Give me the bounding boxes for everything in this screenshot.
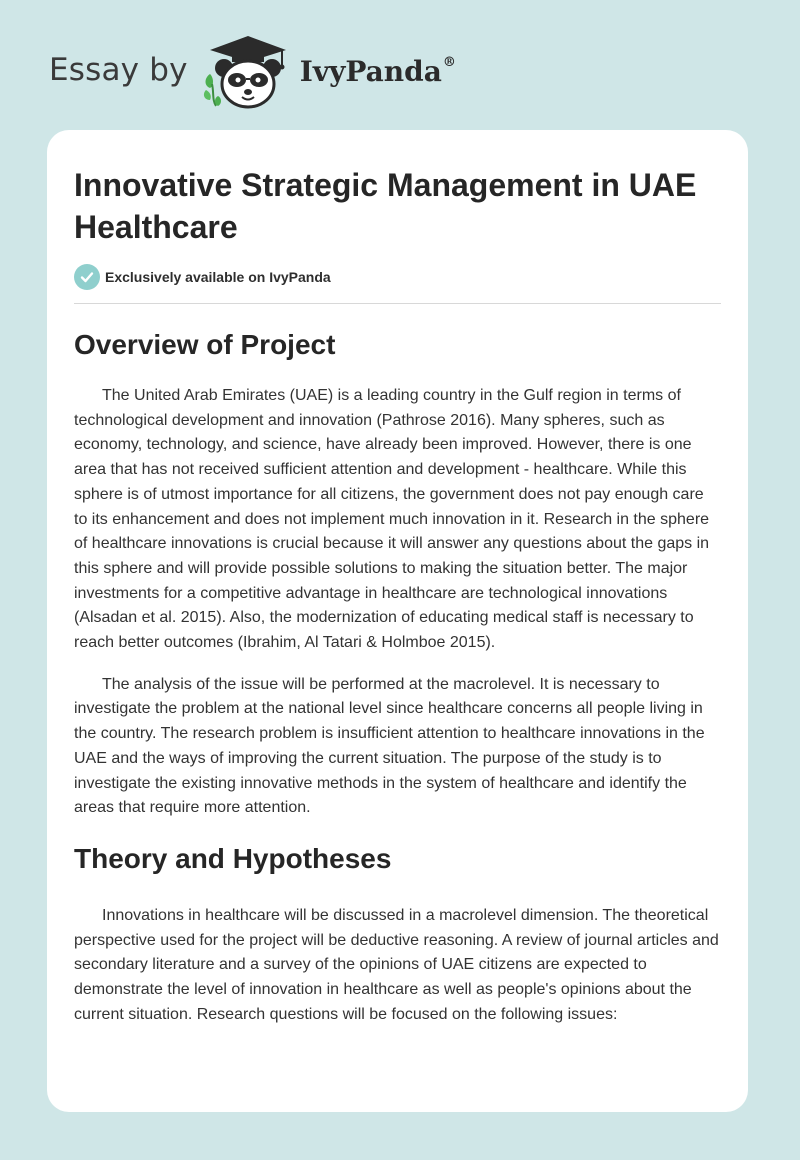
panda-graduate-icon[interactable] — [202, 34, 294, 110]
check-icon — [74, 264, 100, 290]
exclusive-badge — [74, 264, 721, 290]
paragraph: Innovations in healthcare will be discussed in a macrolevel dimension. The theoretical perspective used for the project will be deductive reasoning. A review of journal articles and secondary literature and a survey of the opinions of UAE citizens are expected to demonstrate the level of innovation in healthcare as well as people's opinions about the current situation. Research questions will be focused on the following issues: — [74, 906, 719, 1023]
essay-by-label: Essay by — [49, 52, 188, 88]
registered-mark: ® — [442, 54, 456, 70]
article-card — [47, 130, 748, 1112]
section-heading: Overview of Project — [74, 329, 336, 360]
paragraph: The United Arab Emirates (UAE) is a leading country in the Gulf region in terms of technological development and innovation (Pathrose 2016). Many spheres, such as economy, technology, and science, have already been improved. However, there is one area that has not received sufficient attention and development - healthcare. While this sphere is of utmost importance for all citizens, the government does not pay enough care to its enhancement and does not implement much innovation in it. Research in the sphere of healthcare innovations is crucial because it will answer any questions about the gaps in this sphere and will provide possible solutions to making the situation better. The major investments for a competitive advantage in healthcare are technological innovations (Alsadan et al. 2015). Also, the modernization of educating medical staff is necessary to reach better outcomes (Ibrahim, Al Tatari & Holmboe 2015). — [74, 387, 710, 652]
brand-text: IvyPanda — [299, 54, 442, 88]
brand-name[interactable] — [300, 55, 455, 88]
badge-text: Exclusively available on IvyPanda — [105, 269, 331, 285]
section-heading: Theory and Hypotheses — [74, 842, 392, 874]
page-title: Innovative Strategic Management in UAE Healthcare — [74, 167, 697, 245]
site-header — [49, 34, 455, 110]
paragraph: The analysis of the issue will be performed at the macrolevel. It is necessary to investigate the problem at the national level since healthcare concerns all people living in the country. The research problem is insufficient attention to healthcare innovations in the UAE and the ways of improving the current situation. The purpose of the study is to investigate the existing innovative methods in the system of healthcare and identify the areas that require more attention. — [74, 675, 705, 817]
divider — [74, 303, 721, 304]
